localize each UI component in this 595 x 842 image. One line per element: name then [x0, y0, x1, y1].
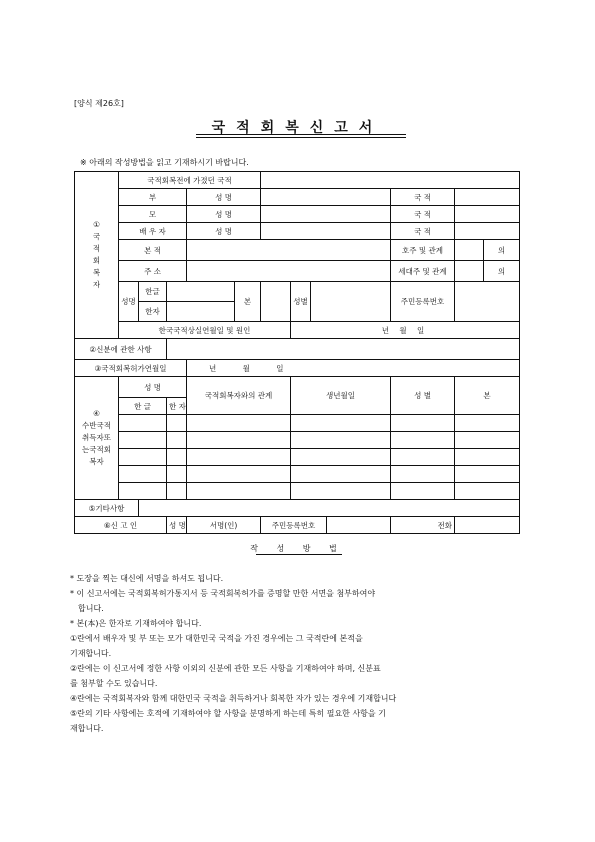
notice-text: ※ 아래의 작성방법을 읽고 기재하시기 바랍니다.	[80, 158, 249, 167]
form-number: [양식 제26호]	[74, 99, 124, 108]
reporter-signature[interactable]: 서명(인)	[187, 517, 261, 534]
reporter-rrn-label: 주민등록번호	[261, 517, 327, 534]
dep-row-hangul[interactable]	[119, 432, 167, 449]
prev-nationality-label: 국적회복전에 가졌던 국적	[119, 172, 261, 189]
method-title-underline	[256, 554, 342, 555]
note-line: ①란에서 배우자 및 부 또는 모가 대한민국 국적을 가진 경우에는 그 국적란에 본적을	[70, 634, 363, 643]
dep-row-bon[interactable]	[455, 432, 520, 449]
dep-relation-header: 국적회복자와의 관계	[187, 377, 291, 415]
note-line: 재합니다.	[70, 724, 104, 733]
report-form-table	[74, 171, 520, 534]
dep-row-hanja[interactable]	[167, 415, 187, 432]
father-name-field[interactable]	[261, 189, 391, 206]
note-line: 합니다.	[78, 604, 104, 613]
dep-row-sex[interactable]	[391, 432, 455, 449]
dep-name-header: 성 명	[119, 377, 187, 398]
dep-row-bon[interactable]	[455, 449, 520, 466]
dep-row-birth[interactable]	[291, 432, 391, 449]
page-title: 국적회복신고서	[211, 120, 384, 136]
section4-label-text: 수반국적취득자또는국적회복자	[82, 421, 111, 466]
section1-label	[75, 172, 119, 339]
section4-label	[75, 377, 119, 500]
father-nationality-field[interactable]	[455, 189, 520, 206]
dep-row-hanja[interactable]	[167, 432, 187, 449]
dep-hanja-header: 한 자	[167, 398, 187, 415]
note-line: ④란에는 국적회복자와 함께 대한민국 국적을 취득하거나 회복한 자가 있는 경우에 기재합니다	[70, 694, 397, 703]
father-nationality-label: 국 적	[391, 189, 455, 206]
note-line: * 본(本)은 한자로 기재하여야 합니다.	[70, 619, 202, 628]
section5-label: ⑤기타사항	[75, 500, 139, 517]
mother-nationality-field[interactable]	[455, 206, 520, 223]
note-line: ⑤란의 기타 사항에는 호적에 기재하여야 할 사항을 분명하게 하는데 특히 필요한 사항을 기	[70, 709, 386, 718]
loss-date-field[interactable]	[291, 322, 520, 339]
note-line: * 이 신고서에는 국적회복허가통지서 등 국적회복허가를 증명할 만한 서면을 첨부하여야	[70, 589, 376, 598]
section3-field[interactable]	[187, 360, 520, 377]
prev-nationality-field[interactable]	[261, 172, 520, 189]
address-field[interactable]	[187, 261, 391, 282]
spouse-name-field[interactable]	[261, 223, 391, 240]
spouse-name-label: 성 명	[187, 223, 261, 240]
father-label: 부	[119, 189, 187, 206]
section5-field[interactable]	[139, 500, 520, 517]
section1-label-text: 국적회복자	[92, 232, 101, 289]
dep-row-birth[interactable]	[291, 483, 391, 500]
hanja-label: 한자	[139, 302, 167, 322]
dep-row-relation[interactable]	[187, 483, 291, 500]
household-relation-ui: 의	[484, 261, 520, 282]
dep-row-sex[interactable]	[391, 415, 455, 432]
head-relation-label: 호주 및 관계	[391, 240, 455, 261]
note-line: 기재합니다.	[70, 649, 112, 658]
dep-row-hangul[interactable]	[119, 483, 167, 500]
section2-field[interactable]	[167, 339, 520, 360]
dep-bon-header: 본	[455, 377, 520, 415]
note-line: 를 첨부할 수도 있습니다.	[70, 679, 158, 688]
dep-row-hanja[interactable]	[167, 466, 187, 483]
dep-row-sex[interactable]	[391, 483, 455, 500]
household-relation-label: 세대주 및 관계	[391, 261, 455, 282]
dep-row-hangul[interactable]	[119, 466, 167, 483]
name-short-label: 성명	[119, 282, 139, 322]
dep-row-birth[interactable]	[291, 449, 391, 466]
bonjeok-field[interactable]	[187, 240, 391, 261]
head-relation-ui: 의	[484, 240, 520, 261]
note-line: * 도장을 찍는 대신에 서명을 하셔도 됩니다.	[70, 574, 224, 583]
dep-row-bon[interactable]	[455, 483, 520, 500]
dep-row-birth[interactable]	[291, 415, 391, 432]
instructions	[70, 571, 510, 736]
dep-hangul-header: 한 글	[119, 398, 167, 415]
hangul-label: 한글	[139, 282, 167, 302]
method-title: 작 성 방 법	[250, 544, 345, 553]
rrn-label: 주민등록번호	[391, 282, 455, 322]
hanja-name-field[interactable]	[167, 302, 235, 322]
dep-row-relation[interactable]	[187, 466, 291, 483]
dep-row-sex[interactable]	[391, 466, 455, 483]
sex-field[interactable]	[311, 282, 391, 322]
title-underline	[196, 134, 406, 138]
mother-name-field[interactable]	[261, 206, 391, 223]
dep-row-bon[interactable]	[455, 466, 520, 483]
reporter-phone-label: 전화	[391, 517, 455, 534]
dep-row-relation[interactable]	[187, 415, 291, 432]
dep-row-relation[interactable]	[187, 432, 291, 449]
household-relation-field[interactable]	[455, 261, 484, 282]
dep-row-hanja[interactable]	[167, 483, 187, 500]
section1-label-num: ①	[93, 220, 100, 229]
reporter-rrn-field[interactable]	[327, 517, 391, 534]
address-label: 주 소	[119, 261, 187, 282]
section4-label-num: ④	[93, 409, 100, 418]
note-line: ②란에는 이 신고서에 정한 사항 이외의 신분에 관한 모든 사항을 기재하여야 하며, 신분표	[70, 664, 381, 673]
reporter-name-label: 성 명	[167, 517, 187, 534]
bon-field[interactable]	[261, 282, 291, 322]
reporter-label: ⑥신 고 인	[75, 517, 167, 534]
section3-ymd: 년 월 일	[209, 363, 296, 373]
section2-label: ②신분에 관한 사항	[75, 339, 167, 360]
reporter-phone-field[interactable]	[455, 517, 520, 534]
dep-row-hangul[interactable]	[119, 449, 167, 466]
mother-nationality-label: 국 적	[391, 206, 455, 223]
rrn-field[interactable]	[455, 282, 520, 322]
dep-row-hangul[interactable]	[119, 415, 167, 432]
dep-row-birth[interactable]	[291, 466, 391, 483]
dep-row-sex[interactable]	[391, 449, 455, 466]
dep-row-relation[interactable]	[187, 449, 291, 466]
dep-row-hanja[interactable]	[167, 449, 187, 466]
spouse-label: 배 우 자	[119, 223, 187, 240]
loss-date-label: 한국국적상실연월일 및 원인	[119, 322, 291, 339]
section3-label: ③국적회복허가연월일	[75, 360, 187, 377]
mother-name-label: 성 명	[187, 206, 261, 223]
spouse-nationality-field[interactable]	[455, 223, 520, 240]
dep-sex-header: 성 별	[391, 377, 455, 415]
dep-row-bon[interactable]	[455, 415, 520, 432]
bon-label: 본	[235, 282, 261, 322]
sex-label: 성별	[291, 282, 311, 322]
hangul-name-field[interactable]	[167, 282, 235, 302]
mother-label: 모	[119, 206, 187, 223]
spouse-nationality-label: 국 적	[391, 223, 455, 240]
dep-birth-header: 생년월일	[291, 377, 391, 415]
loss-date-ymd: 년 월 일	[381, 325, 429, 335]
bonjeok-label: 본 적	[119, 240, 187, 261]
head-relation-field[interactable]	[455, 240, 484, 261]
father-name-label: 성 명	[187, 189, 261, 206]
